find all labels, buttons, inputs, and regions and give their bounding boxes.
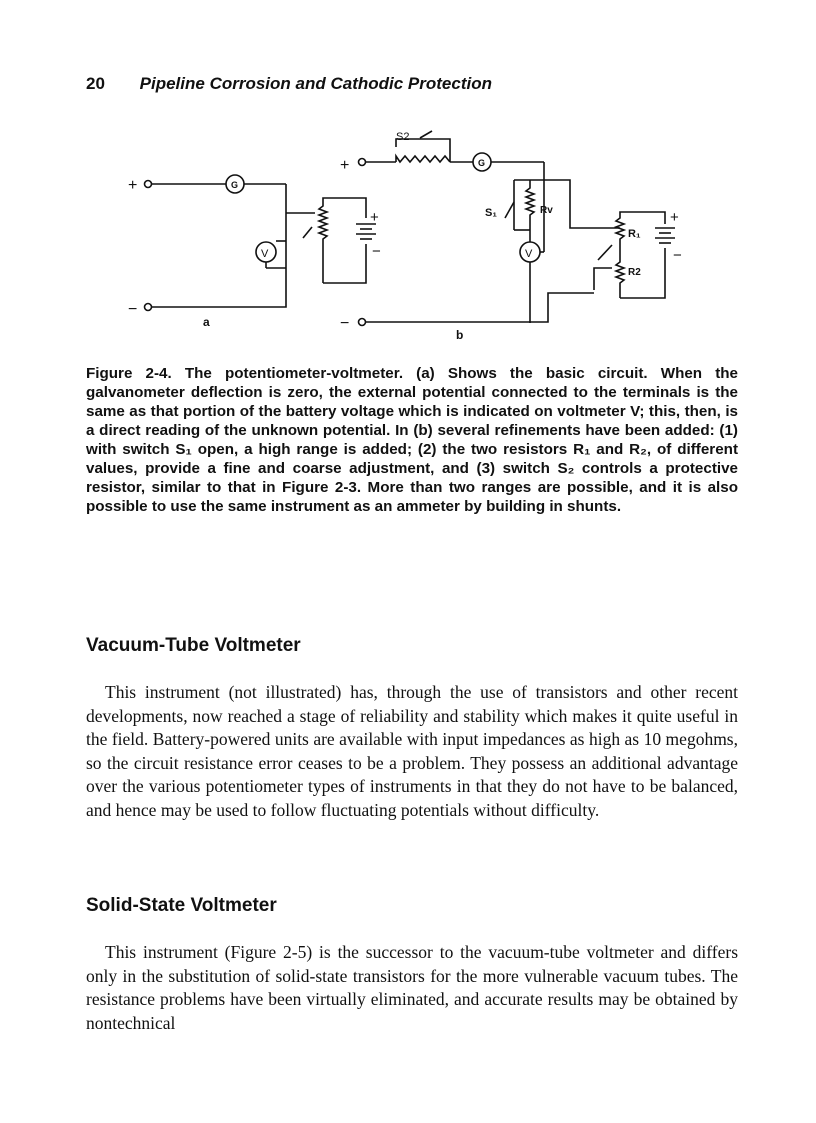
terminal-plus-b: + — [340, 157, 350, 174]
terminal-minus-a: − — [128, 301, 138, 318]
terminal-a-positive — [145, 181, 152, 188]
switch-s2 — [420, 131, 432, 138]
section-heading-vacuum-tube-voltmeter: Vacuum-Tube Voltmeter — [86, 635, 301, 656]
voltmeter-a-label: V — [261, 248, 269, 260]
protective-resistor — [396, 156, 450, 162]
paragraph-vacuum-tube-voltmeter: This instrument (not illustrated) has, through the use of transistors and other recent developments, now reached a stage of reliability and stability which makes it quite useful in the field. Battery-powered units are available with input impedances as high as 10 megohms, so the circuit resistance error ceases to be a problem. They possess an additional advantage over the various potentiometer types of instruments in that they do not have to be balanced, and hence may be used to follow fluctuating potentials without difficulty. — [86, 682, 738, 820]
circuit-figure — [100, 118, 700, 343]
page-number: 20 — [86, 74, 105, 93]
slider-a — [303, 227, 312, 238]
slider-r2 — [594, 268, 612, 290]
terminal-plus-a: + — [128, 177, 138, 194]
voltmeter-b-label: V — [525, 248, 533, 260]
range-resistor-rv — [526, 180, 534, 230]
resistor-rv-label: Rv — [540, 205, 553, 216]
paragraph-solid-state-voltmeter: This instrument (Figure 2-5) is the successor to the vacuum-tube voltmeter and differs only in the substitution of solid-state transistors for the more vulnerable vacuum tubes. The resistance problems have been virtually eliminated, and accurate results may be obtained by nontechnical — [86, 942, 738, 1033]
running-header — [86, 74, 492, 94]
battery-a-minus: − — [372, 243, 381, 260]
resistor-r1-label: R₁ — [628, 228, 641, 240]
caption-label: Figure 2-4. — [86, 365, 172, 382]
switch-s2-label: S2 — [396, 131, 410, 143]
switch-s1 — [505, 202, 514, 218]
slider-r1 — [598, 245, 612, 260]
resistor-r2-label: R2 — [628, 267, 641, 278]
terminal-b-positive — [359, 159, 366, 166]
figure-label-b: b — [456, 328, 464, 342]
terminal-b-negative — [359, 319, 366, 326]
battery-b-minus: − — [673, 247, 682, 264]
galvanometer-b-label: G — [478, 158, 486, 168]
terminal-minus-b: − — [340, 315, 350, 332]
battery-b-plus: + — [670, 209, 679, 226]
wire-a-top — [323, 198, 366, 218]
slidewire-resistor-a — [319, 200, 327, 283]
figure-caption — [86, 364, 738, 516]
figure-label-a: a — [203, 315, 210, 329]
galvanometer-a-label: G — [231, 180, 239, 190]
circuit-b — [340, 131, 682, 342]
resistor-r1 — [616, 214, 624, 258]
caption-text: The potentiometer-voltmeter. (a) Shows the basic circuit. When the galvanometer deflection is zero, the external potential connected to the terminals is the same as that portion of the battery voltage which is indicated on voltmeter V; this, then, is a direct reading of the unknown potential. In (b) several refinements have been added: (1) with switch S₁ open, a high range is added; (2) the two resistors R₁ and R₂, of different values, provide a fine and coarse adjustment, and (3) switch S₂ controls a protective resistor, similar to that in Figure 2-3. More than two ranges are possible, and it is also possible to use the same instrument as an ammeter by building in shunts. — [86, 365, 738, 515]
battery-a-plus: + — [370, 209, 379, 226]
terminal-a-negative — [145, 304, 152, 311]
book-title: Pipeline Corrosion and Cathodic Protection — [139, 74, 492, 93]
circuit-a — [128, 175, 381, 329]
switch-s1-label: S₁ — [485, 207, 497, 219]
resistor-r2 — [616, 258, 624, 298]
section-heading-solid-state-voltmeter: Solid-State Voltmeter — [86, 895, 277, 916]
